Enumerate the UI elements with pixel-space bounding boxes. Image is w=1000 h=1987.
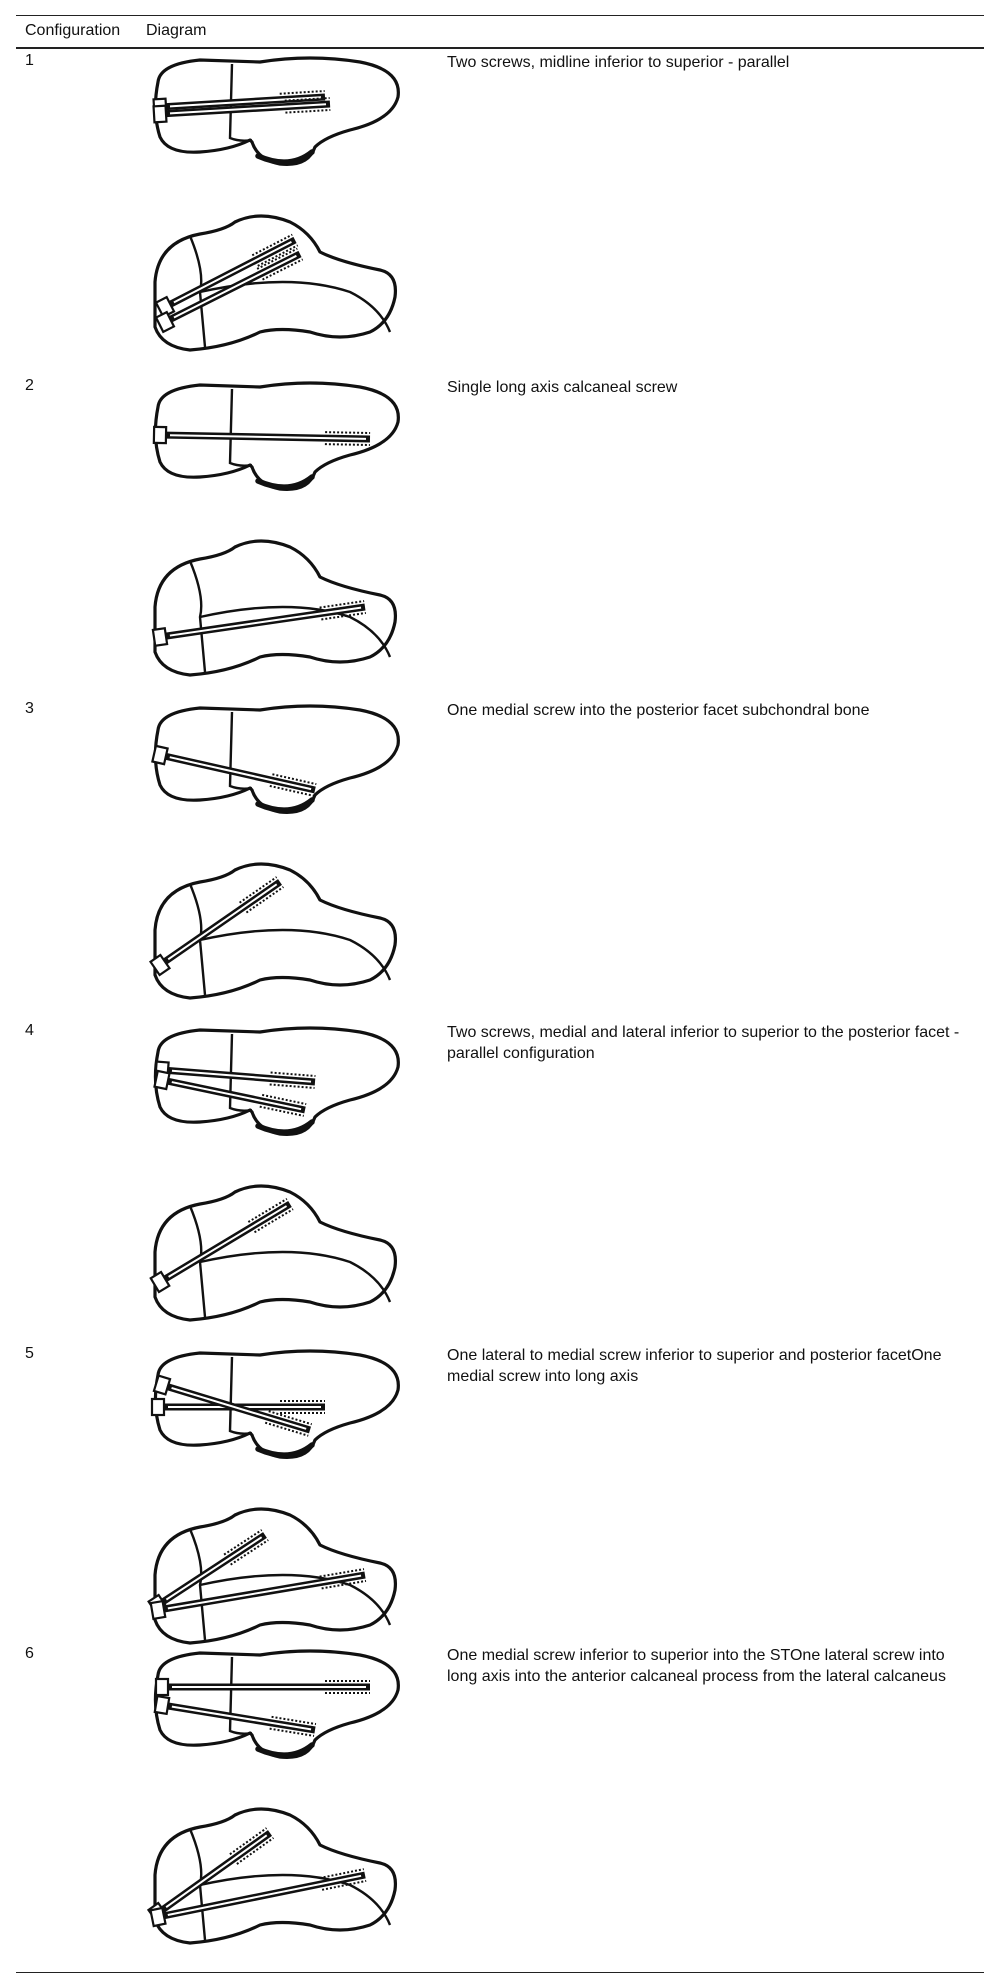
screw-1 — [156, 1679, 370, 1695]
table-row — [0, 1645, 1000, 1965]
configuration-description: Single long axis calcaneal screw — [447, 379, 678, 396]
screw-1 — [154, 427, 370, 445]
axial-view-diagram — [140, 1805, 420, 1950]
lateral-view-diagram — [140, 1022, 420, 1167]
configuration-number: 5 — [25, 1345, 34, 1362]
configuration-diagram — [140, 1645, 420, 1955]
configuration-description: One medial screw inferior to superior into the STOne lateral screw into long axis into the anterior calcaneal process from the lateral calcaneus — [447, 1647, 946, 1685]
configuration-diagram — [140, 52, 420, 362]
screw-1 — [156, 235, 298, 317]
axial-view-diagram — [140, 860, 420, 1005]
axial-view-diagram — [140, 1505, 420, 1650]
table-row — [0, 700, 1000, 1020]
facet-line — [200, 930, 390, 980]
fracture-line — [230, 1357, 252, 1434]
configuration-diagram — [140, 700, 420, 1010]
table-top-rule — [16, 15, 984, 16]
column-header-configuration: Configuration — [25, 22, 121, 39]
lateral-view-diagram — [140, 700, 420, 845]
table-bottom-rule — [16, 1972, 984, 1973]
configuration-diagram — [140, 1345, 420, 1655]
table-row — [0, 1022, 1000, 1342]
configuration-diagram — [140, 377, 420, 687]
table-row — [0, 1345, 1000, 1665]
screw-2 — [155, 1696, 316, 1736]
column-header-diagram: Diagram — [146, 22, 207, 39]
bone-outline — [155, 1651, 398, 1757]
lateral-view-diagram — [140, 377, 420, 522]
configuration-number: 2 — [25, 377, 34, 394]
axial-view-diagram — [140, 1182, 420, 1327]
lateral-view-diagram — [140, 1345, 420, 1490]
configuration-description: One medial screw into the posterior facet subchondral bone — [447, 702, 870, 719]
configuration-description: Two screws, midline inferior to superior - parallel — [447, 54, 790, 71]
configuration-description: Two screws, medial and lateral inferior to superior to the posterior facet - parallel configuration — [447, 1024, 960, 1062]
table-header-rule — [16, 47, 984, 49]
axial-view-diagram — [140, 537, 420, 682]
fracture-line — [230, 389, 252, 466]
screw-2 — [156, 249, 303, 332]
configuration-diagram — [140, 1022, 420, 1332]
lateral-view-diagram — [140, 1645, 420, 1790]
configuration-number: 4 — [25, 1022, 34, 1039]
table-row — [0, 52, 1000, 372]
table-row — [0, 377, 1000, 697]
configuration-number: 6 — [25, 1645, 34, 1662]
screw-1 — [151, 1199, 293, 1292]
configuration-number: 3 — [25, 700, 34, 717]
facet-line — [200, 1252, 390, 1302]
screw-1 — [151, 877, 284, 975]
configuration-description: One lateral to medial screw inferior to superior and posterior facetOne medial screw into long axis — [447, 1347, 942, 1385]
lateral-view-diagram — [140, 52, 420, 197]
axial-view-diagram — [140, 212, 420, 357]
configuration-number: 1 — [25, 52, 34, 69]
